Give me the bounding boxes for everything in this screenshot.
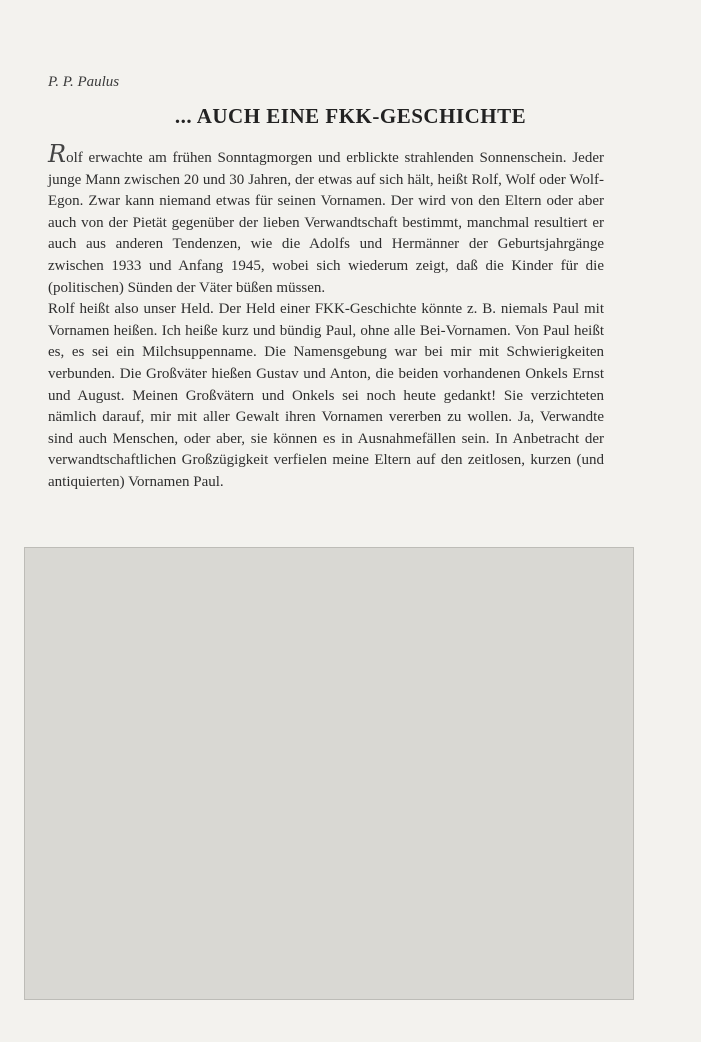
author-byline: P. P. Paulus xyxy=(48,74,120,90)
article-title: ... AUCH EINE FKK-GESCHICHTE xyxy=(174,104,527,128)
article-body xyxy=(48,142,604,494)
paragraph-1-text: olf erwachte am frühen Sonntagmorgen und erblickte strahlenden Sonnenschein. Jeder junge Mann zwischen 20 und 30 Jahren, der etwas auf sich hält, heißt Rolf, Wolf oder Wolf-Egon. Zwar kann niemand etwas für seinen Vornamen. Der wird von den Eltern oder aber auch von der Pietät gegenüber der lieben Verwandtschaft bestimmt, manchmal resultiert er auch aus anderen Tendenzen, wie die Adolfs und Hermänner der Geburtsjahrgänge zwischen 1933 und Anfang 1945, wobei sich wiederum zeigt, daß die Kinder für die (politischen) Sünden der Väter büßen müssen. xyxy=(48,150,604,296)
photo-placeholder xyxy=(24,547,634,1000)
drop-cap: R xyxy=(48,140,67,168)
paragraph-2: Rolf heißt also unser Held. Der Held einer FKK-Geschichte könnte z. B. niemals Paul mit Vornamen heißen. Ich heiße kurz und bündig Paul, ohne alle Bei-Vornamen. Von Paul heißt es, es sei ein Milchsuppenname. Die Namensgebung war bei mir mit Schwierigkeiten verbunden. Die Großväter hießen Gustav und Anton, die beiden vorhandenen Onkels Ernst und August. Meinen Großvätern und Onkels sei noch heute gedankt! Sie verzichteten nämlich darauf, mir mit aller Gewalt ihren Vornamen vererben zu wollen. Ja, Verwandte sind auch Menschen, oder aber, sie können es in Ausnahmefällen sein. In Anbetracht der verwandtschaftlichen Großzügigkeit verfielen meine Eltern auf den zeitlosen, kurzen (und antiquierten) Vornamen Paul. xyxy=(48,301,604,490)
paragraph-1 xyxy=(48,142,604,299)
